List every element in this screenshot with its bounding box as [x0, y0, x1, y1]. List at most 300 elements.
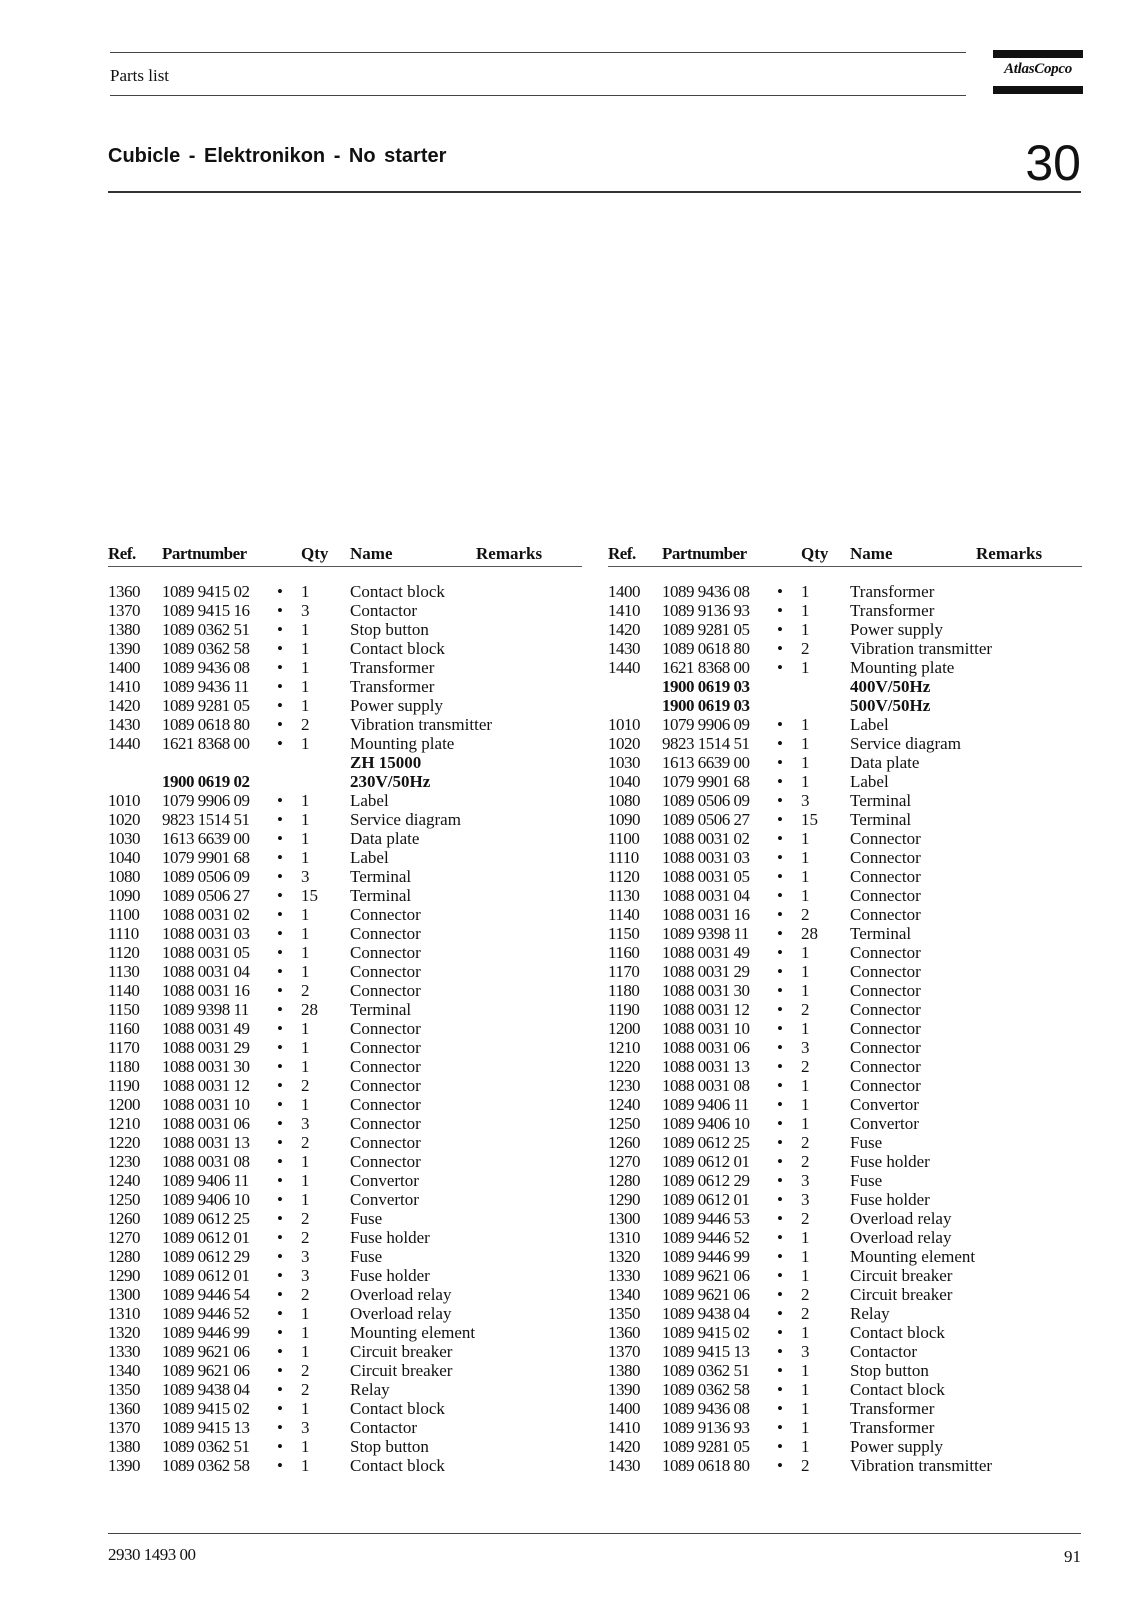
cell-partnumber: 1089 9281 05 — [662, 1437, 750, 1456]
table-row — [108, 696, 582, 715]
cell-name: Overload relay — [850, 1228, 952, 1247]
cell-ref: 1230 — [108, 1152, 140, 1171]
cell-bullet: • — [777, 1076, 783, 1095]
cell-partnumber: 1089 9136 93 — [662, 601, 750, 620]
cell-partnumber: 1089 9436 08 — [162, 658, 250, 677]
cell-bullet: • — [277, 829, 283, 848]
table-row — [108, 1000, 582, 1019]
cell-name: 500V/50Hz — [850, 696, 931, 715]
cell-bullet: • — [277, 981, 283, 1000]
cell-partnumber: 1089 0506 27 — [162, 886, 250, 905]
cell-ref: 1170 — [608, 962, 640, 981]
cell-qty: 1 — [301, 1342, 310, 1361]
cell-partnumber: 1089 9621 06 — [662, 1266, 750, 1285]
cell-partnumber: 1088 0031 12 — [662, 1000, 750, 1019]
cell-qty: 1 — [301, 639, 310, 658]
table-row — [108, 886, 582, 905]
cell-ref: 1150 — [108, 1000, 140, 1019]
cell-partnumber: 1089 9621 06 — [162, 1342, 250, 1361]
cell-partnumber: 1088 0031 13 — [162, 1133, 250, 1152]
cell-bullet: • — [277, 734, 283, 753]
cell-name: Terminal — [350, 1000, 412, 1019]
cell-bullet: • — [277, 639, 283, 658]
cell-name: Vibration transmitter — [850, 639, 993, 658]
cell-qty: 1 — [301, 1437, 310, 1456]
cell-qty: 3 — [301, 867, 310, 886]
cell-name: Connector — [350, 962, 421, 981]
cell-qty: 1 — [301, 810, 310, 829]
cell-bullet: • — [777, 1000, 783, 1019]
table-row — [608, 1228, 1082, 1247]
cell-bullet: • — [777, 848, 783, 867]
cell-name: Connector — [850, 829, 921, 848]
cell-name: Terminal — [350, 867, 412, 886]
cell-name: Connector — [850, 962, 921, 981]
cell-qty: 2 — [801, 1456, 810, 1475]
cell-bullet: • — [277, 620, 283, 639]
cell-bullet: • — [777, 1209, 783, 1228]
cell-qty: 1 — [301, 1190, 310, 1209]
cell-ref: 1030 — [608, 753, 640, 772]
cell-name: Overload relay — [850, 1209, 952, 1228]
cell-bullet: • — [277, 1399, 283, 1418]
cell-name: Fuse — [850, 1133, 883, 1152]
table-row — [608, 658, 1082, 677]
cell-bullet: • — [277, 1209, 283, 1228]
cell-qty: 2 — [301, 1209, 310, 1228]
page-number: 91 — [1064, 1547, 1081, 1566]
cell-partnumber: 1088 0031 13 — [662, 1057, 750, 1076]
cell-ref: 1350 — [608, 1304, 640, 1323]
table-row — [608, 601, 1082, 620]
cell-partnumber: 1089 0612 01 — [162, 1228, 250, 1247]
table-row — [108, 1114, 582, 1133]
cell-partnumber: 1089 0612 29 — [162, 1247, 250, 1266]
cell-qty: 28 — [301, 1000, 318, 1019]
cell-bullet: • — [777, 1323, 783, 1342]
table-row — [608, 943, 1082, 962]
table-row — [608, 848, 1082, 867]
table-row — [608, 1266, 1082, 1285]
table-row — [608, 677, 1082, 696]
cell-partnumber: 1088 0031 06 — [662, 1038, 750, 1057]
cell-partnumber: 1089 0362 51 — [662, 1361, 750, 1380]
header-remarks: Remarks — [976, 544, 1043, 563]
cell-qty: 1 — [301, 734, 310, 753]
cell-name: Label — [850, 772, 889, 791]
cell-ref: 1030 — [108, 829, 140, 848]
cell-ref: 1420 — [608, 1437, 640, 1456]
cell-bullet: • — [277, 1133, 283, 1152]
cell-bullet: • — [777, 1095, 783, 1114]
cell-bullet: • — [277, 1304, 283, 1323]
cell-partnumber: 1089 9621 06 — [162, 1361, 250, 1380]
table-row — [608, 1437, 1082, 1456]
cell-bullet: • — [277, 810, 283, 829]
cell-qty: 2 — [801, 1133, 810, 1152]
cell-name: Stop button — [350, 1437, 429, 1456]
cell-bullet: • — [277, 962, 283, 981]
cell-partnumber: 1089 0618 80 — [662, 1456, 750, 1475]
cell-name: Stop button — [850, 1361, 929, 1380]
cell-qty: 1 — [801, 1228, 810, 1247]
cell-ref: 1110 — [108, 924, 139, 943]
cell-qty: 1 — [801, 620, 810, 639]
cell-ref: 1340 — [108, 1361, 140, 1380]
cell-partnumber: 1089 9406 11 — [162, 1171, 249, 1190]
cell-ref: 1130 — [108, 962, 140, 981]
title-rule — [108, 191, 1081, 193]
cell-ref: 1370 — [108, 1418, 140, 1437]
table-row — [108, 1304, 582, 1323]
cell-name: Data plate — [850, 753, 920, 772]
logo-bottom-bar — [993, 86, 1083, 94]
cell-partnumber: 1613 6639 00 — [662, 753, 750, 772]
header-ref: Ref. — [608, 544, 636, 563]
table-row — [608, 1000, 1082, 1019]
cell-partnumber: 1088 0031 49 — [662, 943, 750, 962]
table-row — [608, 1304, 1082, 1323]
cell-bullet: • — [277, 658, 283, 677]
cell-partnumber: 1089 9446 54 — [162, 1285, 250, 1304]
cell-bullet: • — [277, 1171, 283, 1190]
cell-qty: 3 — [801, 1190, 810, 1209]
cell-qty: 1 — [301, 620, 310, 639]
cell-ref: 1430 — [608, 639, 640, 658]
cell-ref: 1150 — [608, 924, 640, 943]
cell-name: Power supply — [350, 696, 444, 715]
cell-name: 230V/50Hz — [350, 772, 431, 791]
cell-partnumber: 1088 0031 05 — [662, 867, 750, 886]
cell-name: Convertor — [850, 1095, 919, 1114]
header-name: Name — [850, 544, 893, 563]
cell-qty: 1 — [801, 1323, 810, 1342]
table-row — [608, 1323, 1082, 1342]
cell-name: Fuse — [350, 1209, 383, 1228]
cell-bullet: • — [777, 639, 783, 658]
cell-ref: 1020 — [108, 810, 140, 829]
cell-ref: 1130 — [608, 886, 640, 905]
cell-qty: 3 — [301, 1418, 310, 1437]
cell-partnumber: 1088 0031 16 — [662, 905, 750, 924]
cell-ref: 1010 — [108, 791, 140, 810]
cell-name: Contact block — [850, 1380, 945, 1399]
cell-partnumber: 1088 0031 49 — [162, 1019, 250, 1038]
table-row — [608, 1038, 1082, 1057]
cell-partnumber: 1089 9446 53 — [662, 1209, 750, 1228]
table-row — [608, 810, 1082, 829]
cell-partnumber: 1089 9436 11 — [162, 677, 249, 696]
cell-qty: 3 — [301, 1114, 310, 1133]
cell-ref: 1300 — [608, 1209, 640, 1228]
cell-partnumber: 1089 9398 11 — [662, 924, 749, 943]
cell-bullet: • — [277, 1247, 283, 1266]
cell-name: Connector — [850, 905, 921, 924]
table-row — [608, 905, 1082, 924]
cell-partnumber: 1089 0362 58 — [162, 639, 250, 658]
cell-ref: 1040 — [608, 772, 640, 791]
cell-name: Transformer — [850, 1418, 935, 1437]
cell-name: Circuit breaker — [350, 1342, 453, 1361]
cell-bullet: • — [777, 1361, 783, 1380]
cell-name: Connector — [850, 1000, 921, 1019]
cell-ref: 1260 — [108, 1209, 140, 1228]
cell-ref: 1440 — [608, 658, 640, 677]
cell-name: Contactor — [850, 1342, 918, 1361]
cell-partnumber: 1089 9446 52 — [662, 1228, 750, 1247]
cell-bullet: • — [777, 1266, 783, 1285]
cell-qty: 1 — [301, 791, 310, 810]
document-number: 2930 1493 00 — [108, 1545, 196, 1564]
table-row — [608, 924, 1082, 943]
cell-qty: 1 — [301, 943, 310, 962]
cell-partnumber: 1088 0031 04 — [162, 962, 250, 981]
table-row — [108, 1285, 582, 1304]
cell-bullet: • — [777, 715, 783, 734]
cell-qty: 2 — [801, 1057, 810, 1076]
cell-name: Circuit breaker — [350, 1361, 453, 1380]
cell-name: Contactor — [350, 601, 418, 620]
cell-ref: 1250 — [608, 1114, 640, 1133]
table-row — [608, 1076, 1082, 1095]
cell-name: Contact block — [350, 1399, 445, 1418]
cell-partnumber: 1088 0031 30 — [662, 981, 750, 1000]
table-header — [608, 544, 1082, 566]
cell-name: Convertor — [350, 1190, 419, 1209]
header-qty: Qty — [301, 544, 329, 563]
cell-name: Contact block — [850, 1323, 945, 1342]
table-row — [608, 1247, 1082, 1266]
cell-bullet: • — [277, 1152, 283, 1171]
table-row — [108, 582, 582, 601]
cell-ref: 1360 — [608, 1323, 640, 1342]
cell-qty: 15 — [301, 886, 318, 905]
cell-qty: 1 — [801, 943, 810, 962]
table-row — [108, 715, 582, 734]
cell-name: Connector — [350, 1095, 421, 1114]
cell-ref: 1020 — [608, 734, 640, 753]
cell-bullet: • — [777, 981, 783, 1000]
cell-partnumber: 1089 9415 16 — [162, 601, 250, 620]
cell-name: Fuse — [350, 1247, 383, 1266]
cell-ref: 1180 — [108, 1057, 140, 1076]
cell-partnumber: 1089 9281 05 — [662, 620, 750, 639]
table-row — [608, 1095, 1082, 1114]
cell-bullet: • — [777, 810, 783, 829]
cell-name: Convertor — [350, 1171, 419, 1190]
cell-qty: 1 — [301, 677, 310, 696]
table-row — [108, 620, 582, 639]
cell-qty: 1 — [301, 696, 310, 715]
table-row — [108, 1418, 582, 1437]
cell-partnumber: 1079 9906 09 — [662, 715, 750, 734]
cell-qty: 1 — [801, 981, 810, 1000]
table-row — [608, 1342, 1082, 1361]
cell-name: Contact block — [350, 582, 445, 601]
cell-qty: 1 — [301, 1399, 310, 1418]
cell-name: Vibration transmitter — [850, 1456, 993, 1475]
table-header — [108, 544, 582, 566]
table-row — [608, 582, 1082, 601]
cell-ref: 1400 — [608, 582, 640, 601]
cell-partnumber: 1089 9406 10 — [162, 1190, 250, 1209]
header-qty: Qty — [801, 544, 829, 563]
cell-name: Connector — [850, 981, 921, 1000]
cell-name: Connector — [350, 1152, 421, 1171]
cell-ref: 1330 — [108, 1342, 140, 1361]
cell-ref: 1390 — [608, 1380, 640, 1399]
cell-bullet: • — [777, 1019, 783, 1038]
table-header-rule — [108, 566, 582, 567]
cell-qty: 2 — [801, 1152, 810, 1171]
table-row — [608, 791, 1082, 810]
table-row — [608, 886, 1082, 905]
cell-bullet: • — [777, 943, 783, 962]
cell-bullet: • — [277, 1076, 283, 1095]
cell-bullet: • — [777, 1171, 783, 1190]
cell-partnumber: 1089 9415 02 — [162, 1399, 250, 1418]
table-row — [608, 1133, 1082, 1152]
cell-partnumber: 1088 0031 04 — [662, 886, 750, 905]
cell-partnumber: 1089 9446 52 — [162, 1304, 250, 1323]
cell-ref: 1210 — [608, 1038, 640, 1057]
cell-ref: 1180 — [608, 981, 640, 1000]
cell-bullet: • — [777, 734, 783, 753]
cell-qty: 2 — [301, 1285, 310, 1304]
table-row — [108, 677, 582, 696]
cell-bullet: • — [277, 1266, 283, 1285]
cell-name: Mounting element — [850, 1247, 976, 1266]
cell-bullet: • — [777, 1456, 783, 1475]
cell-ref: 1360 — [108, 582, 140, 601]
cell-qty: 1 — [801, 1437, 810, 1456]
table-row — [608, 1152, 1082, 1171]
cell-name: Contact block — [350, 1456, 445, 1475]
cell-ref: 1210 — [108, 1114, 140, 1133]
cell-ref: 1310 — [108, 1304, 140, 1323]
table-row — [108, 1038, 582, 1057]
cell-bullet: • — [777, 1304, 783, 1323]
table-body — [108, 582, 582, 1475]
cell-qty: 1 — [301, 1038, 310, 1057]
cell-ref: 1240 — [108, 1171, 140, 1190]
cell-partnumber: 1089 9621 06 — [662, 1285, 750, 1304]
table-row — [608, 1380, 1082, 1399]
cell-name: Connector — [350, 943, 421, 962]
cell-qty: 1 — [801, 1380, 810, 1399]
cell-partnumber: 1089 0362 58 — [162, 1456, 250, 1475]
section-label: Parts list — [110, 66, 170, 85]
cell-bullet: • — [277, 1418, 283, 1437]
cell-qty: 1 — [801, 1114, 810, 1133]
cell-ref: 1190 — [108, 1076, 140, 1095]
cell-bullet: • — [277, 1380, 283, 1399]
cell-name: Convertor — [850, 1114, 919, 1133]
header-partnumber: Partnumber — [162, 544, 247, 563]
cell-qty: 1 — [801, 582, 810, 601]
cell-qty: 1 — [801, 1076, 810, 1095]
table-row — [608, 1285, 1082, 1304]
cell-name: Connector — [850, 1076, 921, 1095]
cell-bullet: • — [777, 1342, 783, 1361]
cell-qty: 1 — [801, 1266, 810, 1285]
cell-partnumber: 1089 0612 29 — [662, 1171, 750, 1190]
table-row — [108, 1057, 582, 1076]
cell-ref: 1290 — [108, 1266, 140, 1285]
table-row — [608, 715, 1082, 734]
cell-name: Data plate — [350, 829, 420, 848]
cell-partnumber: 1089 9406 11 — [662, 1095, 749, 1114]
cell-qty: 2 — [301, 1228, 310, 1247]
page-title: Cubicle - Elektronikon - No starter — [108, 145, 447, 167]
table-row — [108, 1095, 582, 1114]
header-partnumber: Partnumber — [662, 544, 747, 563]
cell-partnumber: 1089 9438 04 — [662, 1304, 750, 1323]
cell-qty: 1 — [801, 886, 810, 905]
cell-partnumber: 1088 0031 29 — [162, 1038, 250, 1057]
cell-partnumber: 1089 0612 01 — [662, 1152, 750, 1171]
table-row — [108, 1323, 582, 1342]
cell-partnumber: 1088 0031 02 — [162, 905, 250, 924]
table-row — [608, 772, 1082, 791]
cell-ref: 1410 — [608, 601, 640, 620]
cell-name: Fuse holder — [850, 1190, 930, 1209]
table-row — [108, 924, 582, 943]
cell-name: Service diagram — [350, 810, 461, 829]
cell-partnumber: 1088 0031 12 — [162, 1076, 250, 1095]
table-row — [108, 753, 582, 772]
cell-bullet: • — [277, 1038, 283, 1057]
header-bottom-rule — [110, 95, 966, 96]
cell-bullet: • — [777, 905, 783, 924]
cell-partnumber: 1621 8368 00 — [662, 658, 750, 677]
cell-name: Connector — [350, 981, 421, 1000]
cell-partnumber: 1089 9415 02 — [662, 1323, 750, 1342]
cell-name: Connector — [850, 943, 921, 962]
cell-qty: 1 — [801, 867, 810, 886]
cell-bullet: • — [777, 772, 783, 791]
header-name: Name — [350, 544, 393, 563]
cell-partnumber: 1089 9446 99 — [162, 1323, 250, 1342]
cell-name: ZH 15000 — [350, 753, 422, 772]
cell-ref: 1080 — [108, 867, 140, 886]
cell-qty: 3 — [301, 1247, 310, 1266]
cell-qty: 1 — [301, 962, 310, 981]
cell-ref: 1160 — [608, 943, 640, 962]
cell-qty: 1 — [801, 1361, 810, 1380]
cell-bullet: • — [777, 829, 783, 848]
cell-ref: 1420 — [608, 620, 640, 639]
cell-qty: 2 — [301, 715, 310, 734]
cell-partnumber: 1088 0031 30 — [162, 1057, 250, 1076]
table-row — [108, 905, 582, 924]
cell-partnumber: 1900 0619 03 — [662, 696, 750, 715]
cell-partnumber: 1900 0619 03 — [662, 677, 750, 696]
cell-partnumber: 1900 0619 02 — [162, 772, 250, 791]
cell-partnumber: 1088 0031 03 — [662, 848, 750, 867]
cell-name: Power supply — [850, 1437, 944, 1456]
cell-ref: 1110 — [608, 848, 639, 867]
cell-partnumber: 1088 0031 06 — [162, 1114, 250, 1133]
cell-bullet: • — [277, 791, 283, 810]
cell-qty: 1 — [301, 1057, 310, 1076]
cell-ref: 1090 — [108, 886, 140, 905]
cell-partnumber: 1088 0031 10 — [162, 1095, 250, 1114]
cell-bullet: • — [777, 582, 783, 601]
cell-partnumber: 1089 0506 09 — [662, 791, 750, 810]
cell-bullet: • — [777, 1057, 783, 1076]
cell-qty: 15 — [801, 810, 818, 829]
